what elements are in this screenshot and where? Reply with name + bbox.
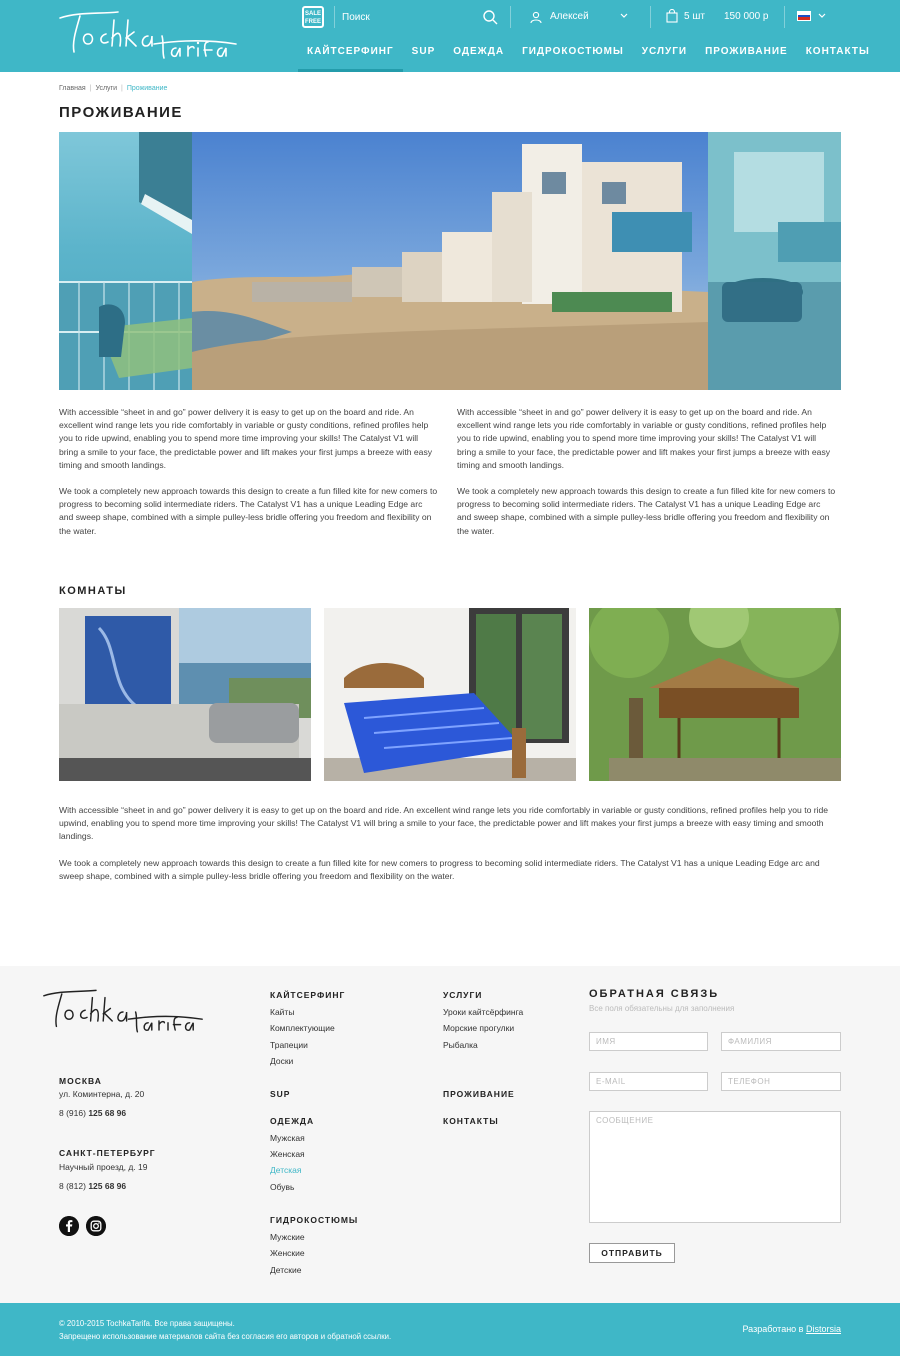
phone-spb[interactable] — [59, 1181, 126, 1191]
footer-accommodation-title[interactable]: ПРОЖИВАНИЕ — [443, 1089, 515, 1099]
nav-sup[interactable]: SUP — [411, 46, 436, 57]
header-toolbar — [296, 0, 900, 34]
room-image-blue-bed[interactable] — [324, 608, 576, 781]
breadcrumb — [59, 85, 167, 92]
developed-label: Разработано в — [742, 1324, 804, 1334]
chevron-down-icon[interactable] — [620, 13, 628, 19]
footer-link-wetsuits-kids[interactable]: Детские — [270, 1265, 302, 1275]
main-nav — [298, 44, 879, 72]
rooms-description — [59, 804, 841, 883]
copyright: © 2010-2015 TochkaTarifa. Все права защищены. — [59, 1319, 235, 1328]
breadcrumb-home[interactable]: Главная — [59, 85, 86, 92]
city-spb: САНКТ-ПЕТЕРБУРГ — [59, 1148, 156, 1158]
developer-credit — [742, 1324, 841, 1334]
surname-input[interactable] — [721, 1032, 841, 1051]
breadcrumb-services[interactable]: Услуги — [95, 85, 118, 92]
cart-count[interactable]: 5 шт — [684, 11, 705, 22]
email-input[interactable] — [589, 1072, 708, 1091]
footer-link-boards[interactable]: Доски — [270, 1056, 294, 1066]
facebook-icon[interactable] — [59, 1216, 79, 1236]
search-icon[interactable] — [482, 9, 498, 25]
city-moscow: МОСКВА — [59, 1076, 102, 1086]
breadcrumb-separator: | — [89, 85, 92, 92]
instagram-icon[interactable] — [86, 1216, 106, 1236]
footer-kitesurfing-title[interactable]: КАЙТСЕРФИНГ — [270, 990, 346, 1000]
footer-link-shoes[interactable]: Обувь — [270, 1182, 295, 1192]
phone-input[interactable] — [721, 1072, 841, 1091]
tochka-tarifa-logo[interactable] — [42, 984, 204, 1040]
paragraph: We took a completely new approach towards this design to create a fun filled kite for new comers to progress to becoming solid intermediate riders. The Catalyst V1 has a unique Leading Edge arc and sweep shape, combined with a simple pulley-less bridle offering you freedom and flexibility on the water. — [457, 486, 836, 536]
russia-flag-icon[interactable] — [797, 11, 811, 21]
footer-link-kites[interactable]: Кайты — [270, 1007, 295, 1017]
phone-prefix: 8 (812) — [59, 1181, 86, 1191]
footer-link-kids[interactable]: Детская — [270, 1165, 302, 1175]
breadcrumb-current: Проживание — [126, 85, 168, 92]
footer-link-lessons[interactable]: Уроки кайтсёрфинга — [443, 1007, 524, 1017]
footer-link-fishing[interactable]: Рыбалка — [443, 1040, 478, 1050]
site-footer — [0, 966, 900, 1303]
address-spb: Научный проезд, д. 19 — [59, 1162, 148, 1172]
chevron-down-icon[interactable] — [818, 13, 826, 19]
rooms-title: КОМНАТЫ — [59, 585, 127, 597]
nav-wetsuits[interactable]: ГИДРОКОСТЮМЫ — [522, 46, 624, 57]
footer-link-wetsuits-women[interactable]: Женские — [270, 1248, 305, 1258]
footer-bottom-bar — [0, 1303, 900, 1356]
footer-link-wetsuits-men[interactable]: Мужские — [270, 1232, 305, 1242]
shopping-bag-icon[interactable] — [666, 9, 678, 23]
room-image-bedroom-sea-view[interactable] — [59, 608, 311, 781]
copyright-notice: Запрещено использование материалов сайта без согласия его авторов и обратной ссылки. — [59, 1332, 392, 1341]
send-button[interactable]: ОТПРАВИТЬ — [589, 1243, 675, 1263]
search-input[interactable] — [342, 9, 462, 25]
nav-kitesurfing[interactable]: КАЙТСЕРФИНГ — [298, 44, 403, 72]
footer-clothes-title[interactable]: ОДЕЖДА — [270, 1116, 315, 1126]
phone-number: 125 68 96 — [88, 1108, 127, 1118]
hero-gallery — [59, 132, 841, 390]
phone-moscow[interactable] — [59, 1108, 126, 1118]
divider — [510, 6, 511, 28]
breadcrumb-separator: | — [121, 85, 123, 92]
footer-services-title[interactable]: УСЛУГИ — [443, 990, 483, 1000]
hero-image-beach-houses[interactable] — [192, 132, 708, 390]
page-title: ПРОЖИВАНИЕ — [59, 104, 183, 121]
nav-services[interactable]: УСЛУГИ — [641, 46, 688, 57]
message-textarea[interactable] — [589, 1111, 841, 1223]
text-column-left — [59, 406, 439, 538]
phone-prefix: 8 (916) — [59, 1108, 86, 1118]
nav-accommodation[interactable]: ПРОЖИВАНИЕ — [705, 46, 788, 57]
footer-link-components[interactable]: Комплектующие — [270, 1023, 335, 1033]
paragraph: With accessible “sheet in and go” power delivery it is easy to get up on the board and ride. An excellent wind range lets you ride comfortably in variable or gusty conditions, refined profiles help you to ride upwind, enabling you to spend more time improving your skills! The Catalyst V1 will bring a smile to your face, the predictable power and lift makes your first jumps a breeze with easy timing and smooth landings. — [457, 407, 831, 470]
footer-link-women[interactable]: Женская — [270, 1149, 305, 1159]
site-header — [0, 0, 900, 72]
address-moscow: ул. Коминтерна, д. 20 — [59, 1089, 145, 1099]
phone-number: 125 68 96 — [88, 1181, 127, 1191]
footer-contacts-title[interactable]: КОНТАКТЫ — [443, 1116, 499, 1126]
paragraph: We took a completely new approach towards this design to create a fun filled kite for new comers to progress to becoming solid intermediate riders. The Catalyst V1 has a unique Leading Edge arc and sweep shape, combined with a simple pulley-less bridle offering you freedom and flexibility on the water. — [59, 857, 820, 881]
user-icon[interactable] — [530, 11, 542, 23]
tochka-tarifa-logo[interactable] — [58, 8, 238, 64]
footer-link-men[interactable]: Мужская — [270, 1133, 305, 1143]
footer-sup-title[interactable]: SUP — [270, 1089, 291, 1099]
footer-wetsuits-title[interactable]: ГИДРОКОСТЮМЫ — [270, 1215, 359, 1225]
divider — [784, 6, 785, 28]
user-name[interactable]: Алексей — [550, 11, 589, 22]
paragraph: With accessible “sheet in and go” power delivery it is easy to get up on the board and ride. An excellent wind range lets you ride comfortably in variable or gusty conditions, refined profiles help you to ride upwind, enabling you to spend more time improving your skills! The Catalyst V1 will bring a smile to your face, the predictable power and lift makes your first jumps a breeze with easy timing and smooth landings. — [59, 407, 433, 470]
feedback-title: ОБРАТНАЯ СВЯЗЬ — [589, 988, 720, 1000]
divider — [334, 6, 335, 28]
developer-link[interactable]: Distorsia — [805, 1324, 841, 1334]
paragraph: We took a completely new approach towards this design to create a fun filled kite for new comers to progress to becoming solid intermediate riders. The Catalyst V1 has a unique Leading Edge arc and sweep shape, combined with a simple pulley-less bridle offering you freedom and flexibility on the water. — [59, 486, 438, 536]
cart-sum[interactable]: 150 000 р — [724, 11, 769, 22]
nav-contacts[interactable]: КОНТАКТЫ — [805, 46, 870, 57]
hero-image-interior[interactable] — [708, 132, 841, 390]
paragraph: With accessible “sheet in and go” power delivery it is easy to get up on the board and ride. An excellent wind range lets you ride comfortably in variable or gusty conditions, refined profiles help you to ride upwind, enabling you to spend more time improving your skills! The Catalyst V1 will bring a smile to your face, the predictable power and lift makes your first jumps a breeze with easy timing and smooth landings. — [59, 805, 829, 842]
sale-badge[interactable]: SALE FREE — [302, 6, 324, 28]
feedback-subtitle: Все поля обязательны для заполнения — [589, 1004, 735, 1013]
name-input[interactable] — [589, 1032, 708, 1051]
footer-link-harnesses[interactable]: Трапеции — [270, 1040, 308, 1050]
divider — [650, 6, 651, 28]
text-column-right — [457, 406, 837, 538]
footer-link-sea-trips[interactable]: Морские прогулки — [443, 1023, 515, 1033]
room-image-tree-house[interactable] — [589, 608, 841, 781]
hero-image-balcony[interactable] — [59, 132, 192, 390]
nav-clothes[interactable]: ОДЕЖДА — [453, 46, 505, 57]
